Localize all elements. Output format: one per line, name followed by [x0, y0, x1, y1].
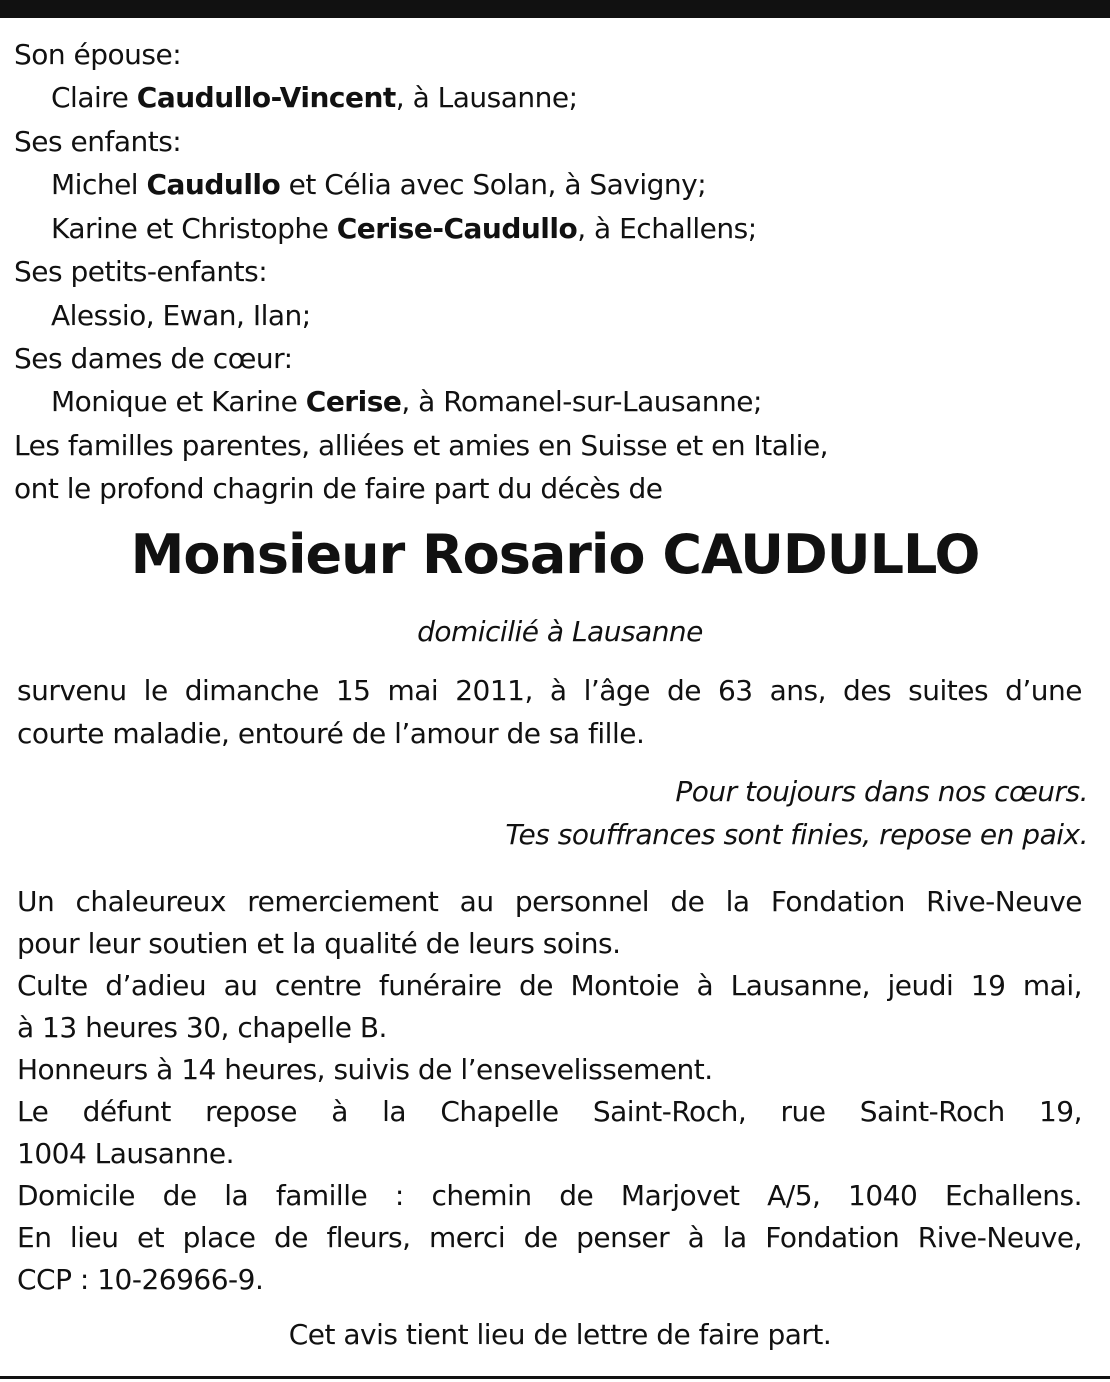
- epitaph-line-1: Pour toujours dans nos cœurs.: [675, 775, 1088, 808]
- child2-line: [51, 208, 757, 250]
- child2-first-names: Karine et Christophe: [51, 212, 337, 245]
- grandchildren-line: Alessio, Ewan, Ilan;: [51, 299, 311, 332]
- flowers-line-2: CCP : 10-26966-9.: [17, 1263, 264, 1296]
- closing-line: Cet avis tient lieu de lettre de faire part.: [288, 1318, 832, 1351]
- spouse-line: [51, 77, 578, 119]
- ladies-first-names: Monique et Karine: [51, 385, 306, 418]
- ladies-location: , à Romanel-sur-Lausanne;: [401, 385, 762, 418]
- deceased-residence: domicilié à Lausanne: [417, 615, 703, 648]
- death-line-1: survenu le dimanche 15 mai 2011, à l’âge de 63 ans, des suites d’une: [17, 674, 1082, 707]
- spouse-location: , à Lausanne;: [395, 81, 578, 114]
- spouse-first-name: Claire: [51, 81, 137, 114]
- rest-line-1: Le défunt repose à la Chapelle Saint-Roch, rue Saint-Roch 19,: [17, 1095, 1082, 1128]
- epitaph-line-2: Tes souffrances sont finies, repose en paix.: [505, 818, 1088, 851]
- announce-line: ont le profond chagrin de faire part du décès de: [14, 472, 663, 505]
- bottom-rule: [0, 1376, 1110, 1379]
- child1-line: [51, 164, 706, 206]
- service-line-1: Culte d’adieu au centre funéraire de Montoie à Lausanne, jeudi 19 mai,: [17, 969, 1082, 1002]
- relatives-line: Les familles parentes, alliées et amies en Suisse et en Italie,: [14, 429, 829, 462]
- thanks-line-1: Un chaleureux remerciement au personnel de la Fondation Rive-Neuve: [17, 885, 1082, 918]
- child2-location: , à Echallens;: [577, 212, 757, 245]
- spouse-surname: Caudullo-Vincent: [136, 81, 396, 114]
- flowers-line-1: En lieu et place de fleurs, merci de penser à la Fondation Rive-Neuve,: [17, 1221, 1082, 1254]
- child2-surname: Cerise-Caudullo: [336, 212, 578, 245]
- ladies-surname: Cerise: [305, 385, 402, 418]
- deceased-name: Monsieur Rosario CAUDULLO: [130, 523, 980, 586]
- ladies-line: [51, 381, 762, 423]
- grandchildren-heading: Ses petits-enfants:: [14, 255, 268, 288]
- ladies-heading: Ses dames de cœur:: [14, 342, 293, 375]
- child1-first-name: Michel: [51, 168, 147, 201]
- child1-details: et Célia avec Solan, à Savigny;: [280, 168, 707, 201]
- home-line: Domicile de la famille : chemin de Marjovet A/5, 1040 Echallens.: [17, 1179, 1082, 1212]
- children-heading: Ses enfants:: [14, 125, 182, 158]
- rest-line-2: 1004 Lausanne.: [17, 1137, 235, 1170]
- service-line-2: à 13 heures 30, chapelle B.: [17, 1011, 387, 1044]
- death-line-2: courte maladie, entouré de l’amour de sa fille.: [17, 717, 645, 750]
- spouse-heading: Son épouse:: [14, 38, 182, 71]
- child1-surname: Caudullo: [146, 168, 281, 201]
- honours-line: Honneurs à 14 heures, suivis de l’ensevelissement.: [17, 1053, 713, 1086]
- thanks-line-2: pour leur soutien et la qualité de leurs soins.: [17, 927, 621, 960]
